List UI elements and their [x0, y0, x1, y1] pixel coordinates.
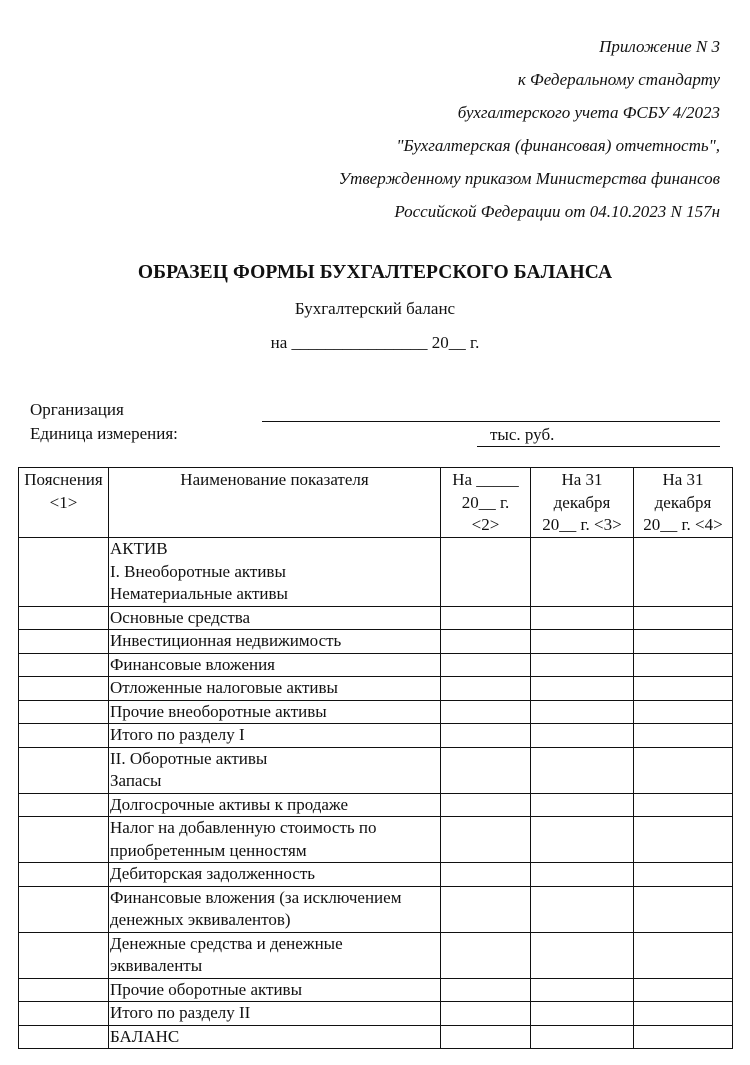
header-line: 20__ г. <4>: [643, 515, 723, 534]
indicator-line: АКТИВ: [110, 539, 168, 558]
value-cell-prev-year[interactable]: [531, 886, 634, 932]
appendix-line: бухгалтерского учета ФСБУ 4/2023: [457, 103, 720, 122]
value-cell-year-before[interactable]: [634, 863, 733, 887]
table-row: [19, 817, 733, 863]
value-cell-current[interactable]: [441, 653, 531, 677]
value-cell-prev-year[interactable]: [531, 932, 634, 978]
header-line: Наименование показателя: [180, 470, 369, 489]
indicator-name-cell: [109, 677, 441, 701]
notes-cell[interactable]: [19, 1025, 109, 1049]
indicator-name-cell: [109, 793, 441, 817]
header-notes: [19, 468, 109, 538]
unit-label: Единица измерения:: [30, 424, 178, 443]
value-cell-current[interactable]: [441, 700, 531, 724]
notes-cell[interactable]: [19, 677, 109, 701]
value-cell-current[interactable]: [441, 978, 531, 1002]
indicator-name-cell: [109, 700, 441, 724]
header-prev-year: [531, 468, 634, 538]
appendix-line: "Бухгалтерская (финансовая) отчетность",: [396, 136, 720, 155]
indicator-line: Отложенные налоговые активы: [110, 678, 338, 697]
indicator-line: БАЛАНС: [110, 1026, 180, 1046]
table-row: [19, 886, 733, 932]
notes-cell[interactable]: [19, 978, 109, 1002]
value-cell-year-before[interactable]: [634, 886, 733, 932]
value-cell-year-before[interactable]: [634, 1002, 733, 1026]
value-cell-year-before[interactable]: [634, 724, 733, 748]
value-cell-current[interactable]: [441, 606, 531, 630]
header-line: <2>: [471, 515, 500, 534]
header-line: На _____: [452, 470, 519, 489]
value-cell-year-before[interactable]: [634, 932, 733, 978]
notes-cell[interactable]: [19, 747, 109, 793]
indicator-name-cell: [109, 606, 441, 630]
value-cell-current[interactable]: [441, 1025, 531, 1049]
table-row: [19, 653, 733, 677]
indicator-name-cell: [109, 747, 441, 793]
indicator-name-cell: [109, 817, 441, 863]
form-subtitle: Бухгалтерский баланс: [294, 299, 456, 318]
header-year-before: [634, 468, 733, 538]
value-cell-prev-year[interactable]: [531, 700, 634, 724]
table-row: [19, 606, 733, 630]
indicator-name-cell: [109, 978, 441, 1002]
table-row: [19, 978, 733, 1002]
indicator-line: Прочие оборотные активы: [110, 979, 303, 999]
indicator-name-cell: [109, 886, 441, 932]
indicator-name-cell: [109, 932, 441, 978]
indicator-line: Итого по разделу I: [110, 725, 245, 744]
indicator-line: приобретенным ценностям: [110, 840, 307, 860]
notes-cell[interactable]: [19, 724, 109, 748]
indicator-line: I. Внеоборотные активы: [110, 561, 286, 581]
indicator-name-cell: [109, 863, 441, 887]
balance-table: [18, 467, 733, 1049]
value-cell-year-before[interactable]: [634, 793, 733, 817]
organization-label: Организация: [30, 400, 124, 419]
value-cell-current[interactable]: [441, 1002, 531, 1026]
header-line: На 31: [561, 470, 603, 489]
header-line: <1>: [49, 492, 78, 512]
indicator-line: Финансовые вложения: [110, 654, 276, 674]
value-cell-current[interactable]: [441, 630, 531, 654]
notes-cell[interactable]: [19, 863, 109, 887]
header-reporting-date: [441, 468, 531, 538]
header-indicator-name: [109, 468, 441, 538]
value-cell-year-before[interactable]: [634, 606, 733, 630]
value-cell-year-before[interactable]: [634, 677, 733, 701]
table-row: [19, 793, 733, 817]
value-cell-prev-year[interactable]: [531, 724, 634, 748]
notes-cell[interactable]: [19, 1002, 109, 1026]
value-cell-prev-year[interactable]: [531, 653, 634, 677]
value-cell-current[interactable]: [441, 817, 531, 863]
indicator-line: Налог на добавленную стоимость по: [110, 818, 377, 837]
notes-cell[interactable]: [19, 700, 109, 724]
value-cell-current[interactable]: [441, 538, 531, 607]
value-cell-year-before[interactable]: [634, 700, 733, 724]
indicator-line: эквиваленты: [110, 956, 203, 975]
indicator-line: Нематериальные активы: [110, 584, 288, 603]
indicator-line: Запасы: [110, 771, 162, 790]
value-cell-year-before[interactable]: [634, 817, 733, 863]
value-cell-year-before[interactable]: [634, 630, 733, 654]
value-cell-current[interactable]: [441, 677, 531, 701]
indicator-line: Итого по разделу II: [110, 1003, 251, 1022]
value-cell-year-before[interactable]: [634, 747, 733, 793]
table-row: [19, 747, 733, 793]
table-row: [19, 724, 733, 748]
indicator-line: Прочие внеоборотные активы: [110, 701, 327, 721]
value-cell-year-before[interactable]: [634, 538, 733, 607]
notes-cell[interactable]: [19, 932, 109, 978]
value-cell-prev-year[interactable]: [531, 606, 634, 630]
value-cell-prev-year[interactable]: [531, 817, 634, 863]
indicator-name-cell: [109, 630, 441, 654]
value-cell-year-before[interactable]: [634, 1025, 733, 1049]
value-cell-prev-year[interactable]: [531, 630, 634, 654]
appendix-line: к Федеральному стандарту: [517, 70, 720, 89]
value-cell-year-before[interactable]: [634, 978, 733, 1002]
indicator-line: Денежные средства и денежные: [110, 933, 343, 953]
value-cell-prev-year[interactable]: [531, 1002, 634, 1026]
table-row: [19, 630, 733, 654]
value-cell-prev-year[interactable]: [531, 1025, 634, 1049]
indicator-name-cell: [109, 538, 441, 607]
header-line: 20__ г.: [461, 492, 510, 512]
table-row: [19, 538, 733, 607]
indicator-line: денежных эквивалентов): [110, 910, 291, 929]
notes-cell[interactable]: [19, 793, 109, 817]
header-line: декабря: [654, 492, 712, 512]
unit-value: тыс. руб.: [490, 425, 555, 444]
indicator-name-cell: [109, 1002, 441, 1026]
table-header-row: [19, 468, 733, 538]
form-title: ОБРАЗЕЦ ФОРМЫ БУХГАЛТЕРСКОГО БАЛАНСА: [137, 262, 613, 283]
indicator-line: Долгосрочные активы к продаже: [110, 794, 348, 814]
indicator-line: Финансовые вложения (за исключением: [110, 887, 402, 907]
value-cell-current[interactable]: [441, 863, 531, 887]
table-row: [19, 700, 733, 724]
indicator-name-cell: [109, 1025, 441, 1049]
table-row: [19, 677, 733, 701]
header-line: На 31: [662, 470, 704, 489]
appendix-line: Приложение N 3: [599, 37, 720, 56]
indicator-line: II. Оборотные активы: [110, 748, 268, 768]
value-cell-prev-year[interactable]: [531, 677, 634, 701]
indicator-name-cell: [109, 724, 441, 748]
notes-cell[interactable]: [19, 817, 109, 863]
value-cell-current[interactable]: [441, 886, 531, 932]
indicator-line: Инвестиционная недвижимость: [110, 631, 342, 650]
notes-cell[interactable]: [19, 630, 109, 654]
organization-field-line: [262, 421, 720, 422]
table-row: [19, 932, 733, 978]
value-cell-prev-year[interactable]: [531, 978, 634, 1002]
appendix-line: Утвержденному приказом Министерства финансов: [338, 169, 720, 188]
value-cell-current[interactable]: [441, 747, 531, 793]
value-cell-prev-year[interactable]: [531, 747, 634, 793]
indicator-line: Дебиторская задолженность: [110, 864, 316, 883]
appendix-line: Российской Федерации от 04.10.2023 N 157н: [394, 202, 720, 221]
notes-cell[interactable]: [19, 606, 109, 630]
notes-cell[interactable]: [19, 538, 109, 607]
indicator-line: Основные средства: [110, 607, 251, 627]
value-cell-year-before[interactable]: [634, 653, 733, 677]
header-line: Пояснения: [24, 470, 103, 489]
header-line: декабря: [553, 492, 611, 512]
unit-field-line: [477, 446, 720, 447]
table-row: [19, 1002, 733, 1026]
value-cell-prev-year[interactable]: [531, 863, 634, 887]
notes-cell[interactable]: [19, 653, 109, 677]
value-cell-current[interactable]: [441, 932, 531, 978]
value-cell-current[interactable]: [441, 724, 531, 748]
notes-cell[interactable]: [19, 886, 109, 932]
table-row: [19, 1025, 733, 1049]
appendix-note: [339, 30, 720, 228]
indicator-name-cell: [109, 653, 441, 677]
value-cell-current[interactable]: [441, 793, 531, 817]
table-row: [19, 863, 733, 887]
value-cell-prev-year[interactable]: [531, 793, 634, 817]
report-date-line: на ________________ 20__ г.: [270, 333, 480, 352]
header-line: 20__ г. <3>: [542, 515, 622, 534]
value-cell-prev-year[interactable]: [531, 538, 634, 607]
